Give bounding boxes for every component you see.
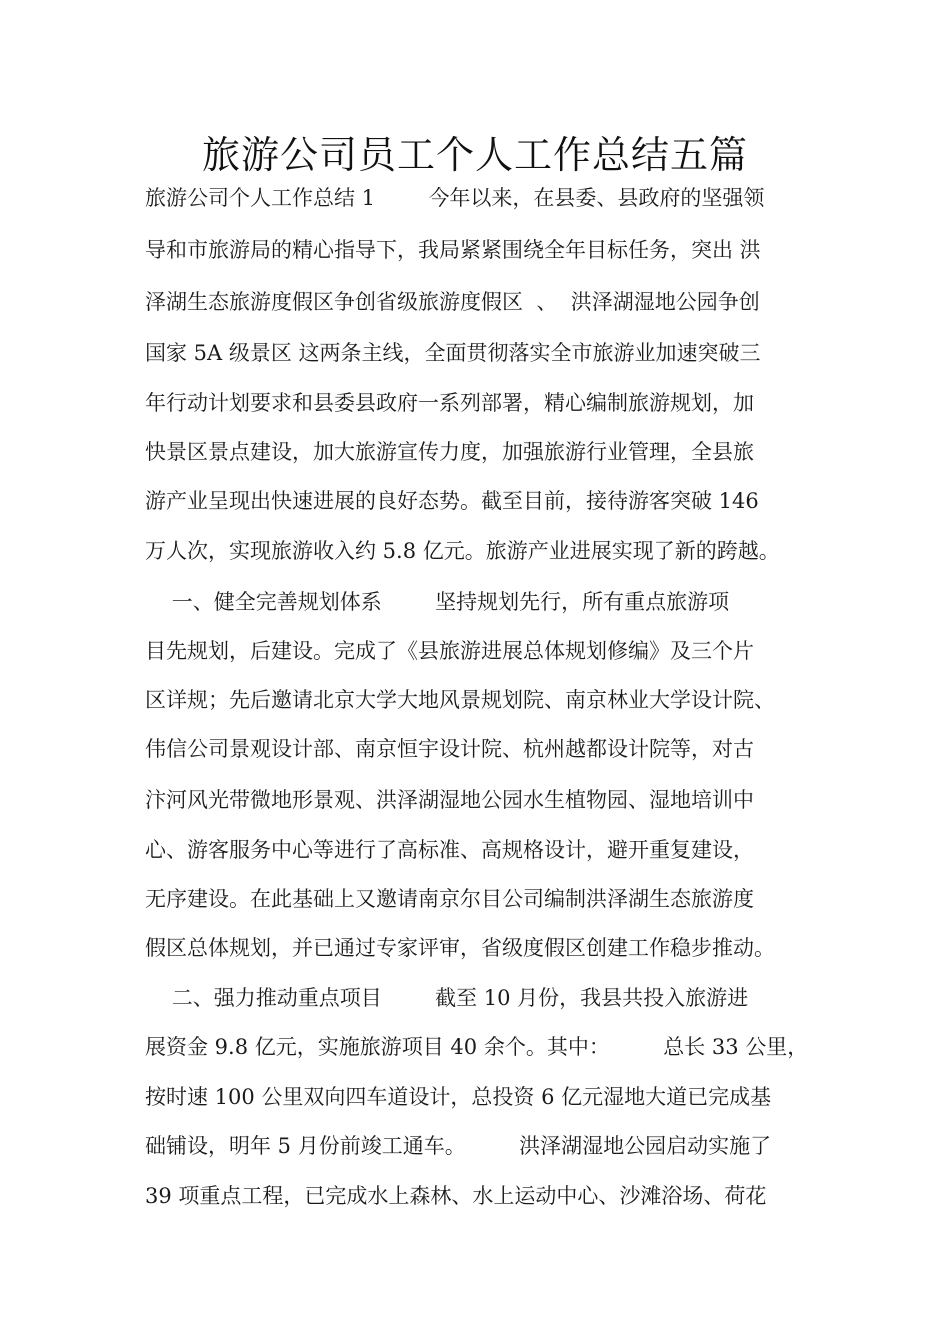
body-line-13: 汴河风光带微地形景观、洪泽湖湿地公园水生植物园、湿地培训中	[145, 788, 754, 812]
body-line-4: 国家 5A 级景区 这两条主线，全面贯彻落实全市旅游业加速突破三	[145, 341, 761, 365]
body-line-2: 导和市旅游局的精心指导下，我局紧紧围绕全年目标任务，突出 洪	[145, 238, 761, 262]
body-line-14: 心、游客服务中心等进行了高标准、高规格设计，避开重复建设，	[145, 838, 754, 862]
body-line-12: 伟信公司景观设计部、南京恒宇设计院、杭州越都设计院等，对古	[145, 737, 754, 761]
body-line-5: 年行动计划要求和县委县政府一系列部署，精心编制旅游规划，加	[145, 391, 754, 415]
body-line-1: 旅游公司个人工作总结 1 今年以来，在县委、县政府的坚强领	[145, 186, 765, 210]
body-line-15: 无序建设。在此基础上又邀请南京尔目公司编制洪泽湖生态旅游度	[145, 887, 754, 911]
body-line-6: 快景区景点建设，加大旅游宣传力度，加强旅游行业管理，全县旅	[145, 440, 754, 464]
body-line-10: 目先规划，后建设。完成了《县旅游进展总体规划修编》及三个片	[145, 639, 754, 663]
body-line-20: 础铺设，明年 5 月份前竣工通车。 洪泽湖湿地公园启动实施了	[145, 1134, 772, 1158]
body-line-21: 39 项重点工程，已完成水上森林、水上运动中心、沙滩浴场、荷花	[145, 1184, 767, 1208]
document-title: 旅游公司员工个人工作总结五篇	[201, 133, 748, 177]
body-line-7: 游产业呈现出快速进展的良好态势。截至目前，接待游客突破 146	[145, 489, 759, 513]
body-line-18: 展资金 9.8 亿元，实施旅游项目 40 余个。其中： 总长 33 公里，	[145, 1035, 809, 1059]
body-line-9: 一、健全完善规划体系 坚持规划先行，所有重点旅游项	[145, 590, 730, 614]
body-line-17: 二、强力推动重点项目 截至 10 月份，我县共投入旅游进	[145, 986, 749, 1010]
body-line-3: 泽湖生态旅游度假区争创省级旅游度假区 、 洪泽湖湿地公园争创	[145, 290, 760, 314]
body-line-11: 区详规；先后邀请北京大学大地风景规划院、南京林业大学设计院、	[145, 688, 775, 712]
body-line-16: 假区总体规划，并已通过专家评审，省级度假区创建工作稳步推动。	[145, 936, 775, 960]
body-line-19: 按时速 100 公里双向四车道设计，总投资 6 亿元湿地大道已完成基	[145, 1085, 772, 1109]
body-line-8: 万人次，实现旅游收入约 5.8 亿元。旅游产业进展实现了新的跨越。	[145, 539, 780, 563]
